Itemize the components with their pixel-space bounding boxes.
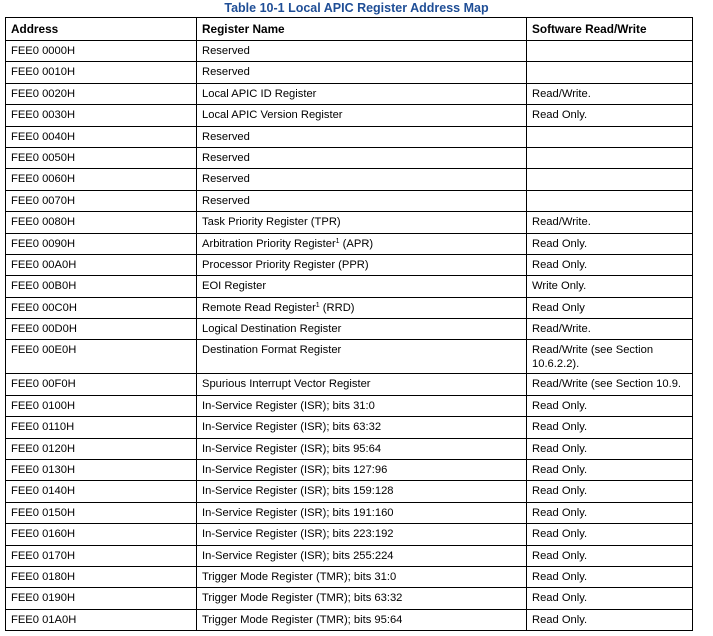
table-row	[6, 374, 693, 395]
table-row	[6, 62, 693, 83]
software-read-write-cell: Read Only.	[527, 502, 693, 523]
table-body	[6, 41, 693, 631]
table-row	[6, 319, 693, 340]
table-row	[6, 545, 693, 566]
software-read-write-cell: Read Only.	[527, 254, 693, 275]
register-name-cell: Reserved	[197, 62, 527, 83]
table-row	[6, 502, 693, 523]
register-name-cell: Trigger Mode Register (TMR); bits 95:64	[197, 609, 527, 630]
software-read-write-cell: Read/Write.	[527, 212, 693, 233]
address-cell: FEE0 00D0H	[6, 319, 197, 340]
register-name-text: Remote Read Register	[202, 301, 316, 314]
register-abbreviation: (APR)	[339, 237, 374, 250]
software-read-write-cell: Read Only.	[527, 609, 693, 630]
footnote-marker: 1	[335, 237, 340, 245]
register-name-cell: In-Service Register (ISR); bits 159:128	[197, 481, 527, 502]
register-name-cell: EOI Register	[197, 276, 527, 297]
software-read-write-cell: Write Only.	[527, 276, 693, 297]
address-cell: FEE0 0090H	[6, 233, 197, 254]
address-cell: FEE0 0140H	[6, 481, 197, 502]
address-cell: FEE0 0010H	[6, 62, 197, 83]
address-cell: FEE0 00C0H	[6, 297, 197, 318]
table-row	[6, 254, 693, 275]
table-row	[6, 566, 693, 587]
address-cell: FEE0 0190H	[6, 588, 197, 609]
address-cell: FEE0 01A0H	[6, 609, 197, 630]
address-cell: FEE0 00B0H	[6, 276, 197, 297]
software-read-write-cell: Read Only.	[527, 105, 693, 126]
software-read-write-cell: Read Only.	[527, 481, 693, 502]
register-name-cell: Reserved	[197, 147, 527, 168]
register-name-cell: Local APIC Version Register	[197, 105, 527, 126]
software-read-write-cell: Read Only.	[527, 395, 693, 416]
register-name-text: Arbitration Priority Register	[202, 237, 336, 250]
table-header	[6, 18, 693, 41]
software-read-write-cell: Read Only.	[527, 417, 693, 438]
software-read-write-cell: Read Only.	[527, 566, 693, 587]
table-row	[6, 438, 693, 459]
software-read-write-cell: Read Only.	[527, 460, 693, 481]
address-cell: FEE0 0170H	[6, 545, 197, 566]
address-cell: FEE0 0070H	[6, 190, 197, 211]
register-name-cell: Trigger Mode Register (TMR); bits 63:32	[197, 588, 527, 609]
address-cell: FEE0 0050H	[6, 147, 197, 168]
register-name-cell	[197, 297, 527, 318]
register-name-cell: Spurious Interrupt Vector Register	[197, 374, 527, 395]
register-name-cell: Task Priority Register (TPR)	[197, 212, 527, 233]
address-cell: FEE0 0130H	[6, 460, 197, 481]
address-cell: FEE0 0040H	[6, 126, 197, 147]
address-cell: FEE0 0180H	[6, 566, 197, 587]
table-row	[6, 524, 693, 545]
software-read-write-cell: Read/Write (see Section 10.6.2.2).	[527, 340, 693, 374]
register-abbreviation: (RRD)	[319, 301, 355, 314]
table-row	[6, 297, 693, 318]
software-read-write-cell	[527, 41, 693, 62]
register-name-cell: In-Service Register (ISR); bits 255:224	[197, 545, 527, 566]
register-name-cell: In-Service Register (ISR); bits 127:96	[197, 460, 527, 481]
address-cell: FEE0 0030H	[6, 105, 197, 126]
table-row	[6, 609, 693, 630]
address-cell: FEE0 0100H	[6, 395, 197, 416]
register-name-cell	[197, 233, 527, 254]
register-name-cell: In-Service Register (ISR); bits 223:192	[197, 524, 527, 545]
table-row	[6, 147, 693, 168]
address-cell: FEE0 0150H	[6, 502, 197, 523]
software-read-write-cell: Read Only.	[527, 524, 693, 545]
address-cell: FEE0 0060H	[6, 169, 197, 190]
address-cell: FEE0 00A0H	[6, 254, 197, 275]
software-read-write-cell: Read Only.	[527, 588, 693, 609]
table-row	[6, 276, 693, 297]
table-row	[6, 105, 693, 126]
address-cell: FEE0 00E0H	[6, 340, 197, 374]
software-read-write-cell	[527, 190, 693, 211]
software-read-write-cell: Read Only.	[527, 233, 693, 254]
table-row	[6, 460, 693, 481]
table-row	[6, 41, 693, 62]
register-name-cell: Trigger Mode Register (TMR); bits 31:0	[197, 566, 527, 587]
table-row	[6, 212, 693, 233]
software-read-write-cell: Read Only.	[527, 545, 693, 566]
register-address-table	[5, 17, 693, 631]
register-name-cell: Logical Destination Register	[197, 319, 527, 340]
software-read-write-cell	[527, 126, 693, 147]
table-row	[6, 395, 693, 416]
software-read-write-cell: Read Only	[527, 297, 693, 318]
register-name-cell: In-Service Register (ISR); bits 191:160	[197, 502, 527, 523]
register-name-cell: Local APIC ID Register	[197, 83, 527, 104]
table-row	[6, 588, 693, 609]
table-row	[6, 83, 693, 104]
software-read-write-cell: Read Only.	[527, 438, 693, 459]
table-row	[6, 126, 693, 147]
register-name-cell: In-Service Register (ISR); bits 63:32	[197, 417, 527, 438]
column-header-address: Address	[6, 18, 197, 41]
register-name-cell: Processor Priority Register (PPR)	[197, 254, 527, 275]
address-cell: FEE0 0160H	[6, 524, 197, 545]
header-row	[6, 18, 693, 41]
address-cell: FEE0 0080H	[6, 212, 197, 233]
footnote-marker: 1	[315, 301, 320, 309]
register-name-cell: Reserved	[197, 169, 527, 190]
register-name-cell: Reserved	[197, 190, 527, 211]
register-name-cell: In-Service Register (ISR); bits 95:64	[197, 438, 527, 459]
column-header-software-read-write: Software Read/Write	[527, 18, 693, 41]
column-header-register-name: Register Name	[197, 18, 527, 41]
software-read-write-cell: Read/Write (see Section 10.9.	[527, 374, 693, 395]
table-row	[6, 190, 693, 211]
register-name-cell: Destination Format Register	[197, 340, 527, 374]
register-name-cell: In-Service Register (ISR); bits 31:0	[197, 395, 527, 416]
table-row	[6, 417, 693, 438]
software-read-write-cell	[527, 169, 693, 190]
software-read-write-cell	[527, 147, 693, 168]
address-cell: FEE0 0020H	[6, 83, 197, 104]
table-row	[6, 340, 693, 374]
table-row	[6, 233, 693, 254]
table-row	[6, 169, 693, 190]
software-read-write-cell: Read/Write.	[527, 83, 693, 104]
address-cell: FEE0 00F0H	[6, 374, 197, 395]
table-title: Table 10-1 Local APIC Register Address Map	[224, 1, 489, 15]
table-row	[6, 481, 693, 502]
software-read-write-cell: Read/Write.	[527, 319, 693, 340]
address-cell: FEE0 0110H	[6, 417, 197, 438]
address-cell: FEE0 0000H	[6, 41, 197, 62]
register-name-cell: Reserved	[197, 41, 527, 62]
register-name-cell: Reserved	[197, 126, 527, 147]
address-cell: FEE0 0120H	[6, 438, 197, 459]
software-read-write-cell	[527, 62, 693, 83]
